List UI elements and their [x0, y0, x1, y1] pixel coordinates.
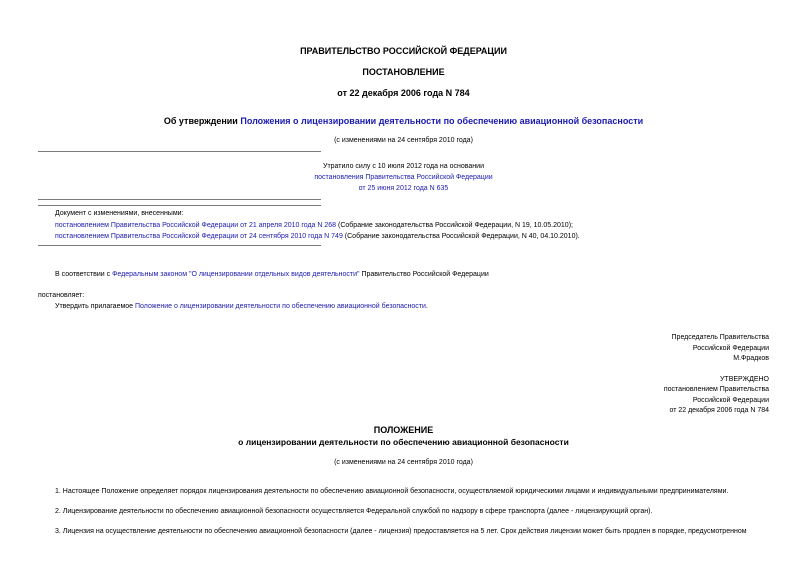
amendment-source: (Собрание законодательства Российской Федерации, N 19, 10.05.2010); — [336, 222, 573, 229]
amendment-item — [55, 222, 573, 229]
approved-line-3: Российской Федерации — [692, 397, 769, 404]
approve-text: Утвердить прилагаемое — [55, 303, 136, 310]
signature-name: М.Фрадков — [733, 355, 769, 362]
regulation-paragraph-2: 2. Лицензирование деятельности по обеспечению авиационной безопасности осуществляется Федеральной службой по надзору в сфере транспорта (далее - лицензирующий орган). — [55, 508, 653, 515]
regulation-paragraph-1: 1. Настоящее Положение определяет порядок лицензирования деятельности по обеспечению авиационной безопасности, осуществляемой юридическими лицами и индивидуальными предпринимателями. — [55, 488, 729, 495]
changes-note: (с изменениями на 24 сентября 2010 года) — [334, 137, 473, 144]
approved-line-1: УТВЕРЖДЕНО — [719, 376, 769, 383]
expired-link-line-3[interactable]: от 25 июня 2012 года N 635 — [358, 185, 449, 192]
divider — [38, 205, 321, 206]
document-title — [0, 116, 807, 126]
divider — [38, 199, 321, 200]
regulation-paragraph-3: 3. Лицензия на осуществление деятельности по обеспечению авиационной безопасности (далее - лицензия) предоставляется на 5 лет. Срок действия лицензии может быть продлен в порядке, предусмотренном — [55, 528, 747, 535]
amendment-source: (Собрание законодательства Российской Федерации, N 40, 04.10.2010). — [342, 233, 580, 240]
approve-clause — [55, 303, 428, 310]
preamble — [55, 271, 489, 278]
approved-line-4: от 22 декабря 2006 года N 784 — [669, 407, 769, 414]
regulation-changes-note: (с изменениями на 24 сентября 2010 года) — [334, 459, 473, 466]
document-type: ПОСТАНОВЛЕНИЕ — [362, 67, 445, 77]
government-heading: ПРАВИТЕЛЬСТВО РОССИЙСКОЙ ФЕДЕРАЦИИ — [300, 46, 507, 56]
regulation-subtitle: о лицензировании деятельности по обеспечению авиационной безопасности — [238, 437, 569, 447]
divider — [38, 151, 321, 152]
amendments-intro: Документ с изменениями, внесенными: — [55, 210, 184, 217]
signature-line-1: Председатель Правительства — [671, 334, 769, 341]
document-date: от 22 декабря 2006 года N 784 — [337, 88, 470, 98]
approved-regulation-link[interactable]: Положение о лицензировании деятельности по обеспечению авиационной безопасности — [135, 303, 426, 310]
approved-line-2: постановлением Правительства — [663, 386, 769, 393]
resolves-text: постановляет: — [38, 292, 85, 299]
approve-text: . — [425, 303, 428, 310]
divider — [38, 245, 321, 246]
signature-line-2: Российской Федерации — [692, 345, 769, 352]
expired-line-1: Утратило силу с 10 июля 2012 года на основании — [323, 163, 484, 170]
preamble-text: В соответствии с — [55, 271, 113, 278]
regulation-title: ПОЛОЖЕНИЕ — [373, 425, 434, 435]
title-prefix: Об утверждении — [163, 116, 241, 126]
amendment-item — [55, 233, 580, 240]
preamble-text: Правительство Российской Федерации — [359, 271, 489, 278]
regulation-link[interactable]: Положения о лицензировании деятельности по обеспечению авиационной безопасности — [240, 116, 644, 126]
federal-law-link[interactable]: Федеральным законом "О лицензировании отдельных видов деятельности" — [112, 271, 360, 278]
amendment-link[interactable]: постановлением Правительства Российской Федерации от 21 апреля 2010 года N 268 — [55, 222, 337, 229]
expired-link-line-2[interactable]: постановления Правительства Российской Федерации — [314, 174, 493, 181]
amendment-link[interactable]: постановлением Правительства Российской Федерации от 24 сентября 2010 года N 749 — [55, 233, 343, 240]
